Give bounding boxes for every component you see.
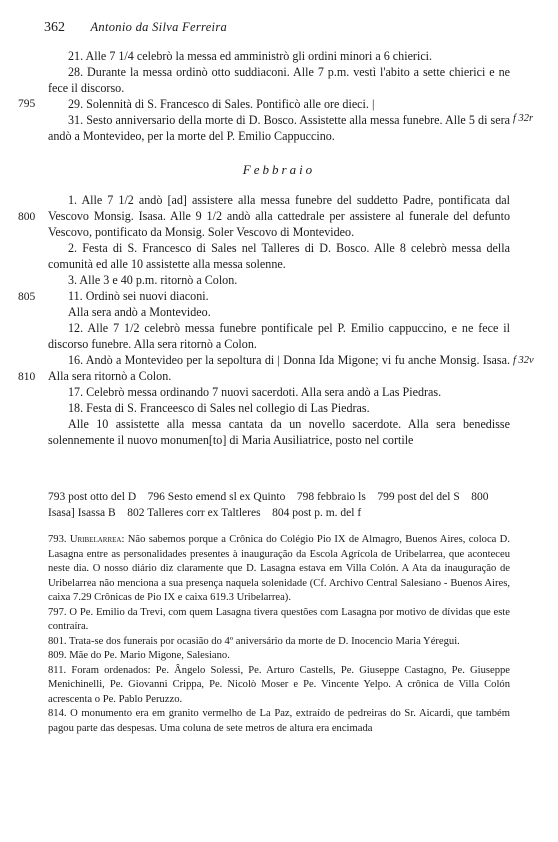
footnote-text: Trata-se dos funerais por ocasião do 4º aniversário da morte de D. Inocencio Maria Yéregui. <box>69 635 460 647</box>
footnote <box>48 649 510 664</box>
line-number: 800 <box>18 211 36 223</box>
footnote-label: 797. <box>48 606 67 618</box>
running-title: Antonio da Silva Ferreira <box>90 20 228 34</box>
page-number: 362 <box>44 20 65 35</box>
diary-entry: 28. Durante la messa ordinò otto suddiaconi. Alle 7 p.m. vestì l'abito a sette chierici e ne fece il discorso. <box>48 65 510 95</box>
footnote-label: 814. <box>48 708 67 719</box>
footnote-text: O monumento era em granito vermelho de La Paz, extraído de pedreiras do Sr. Aicardi, que também pagou parte das despesas. Uma coluna de sete metros de altura era encimada <box>48 708 510 734</box>
apparatus-item: 796 Sesto emend sl ex Quinto <box>147 491 286 503</box>
diary-entry: 17. Celebrò messa ordinando 7 nuovi sacerdoti. Alla sera andò a Las Piedras. <box>68 385 442 399</box>
diary-entry: 16. Andò a Montevideo per la sepoltura di | Donna Ida Migone; vi fu anche Monsig. Isasa. Alla sera ritornò a Colon. <box>48 353 510 383</box>
apparatus-item: 799 post del del S <box>377 491 460 503</box>
footnote-text: O Pe. Emilio da Trevi, com quem Lasagna tivera questões com Lasagna por motivo de dívidas que este contraíra. <box>48 606 511 632</box>
line-number: 795 <box>18 98 36 110</box>
line-number: 810 <box>18 371 36 383</box>
diary-entry: 21. Alle 7 1/4 celebrò la messa ed amministrò gli ordini minori a 6 chierici. <box>68 49 433 63</box>
footnote-label: 811. <box>48 664 67 676</box>
footnote <box>48 664 510 708</box>
main-text <box>48 48 510 448</box>
diary-entry: Alle 10 assistette alla messa cantata da un novello sacerdote. Alla sera benedisse solennemente il nuovo monumen[to] di Maria Ausiliatrice, posto nel cortile <box>48 417 510 447</box>
line-number: 805 <box>18 291 36 303</box>
apparatus-item: 793 post otto del D <box>48 491 137 503</box>
diary-entry: 18. Festa di S. Franceesco di Sales nel collegio di Las Piedras. <box>68 401 370 415</box>
diary-entry: 31. Sesto anniversario della morte di D. Bosco. Assistette alla messa funebre. Alle 5 di sera andò a Montevideo, per la morte del P. Emilio Cappuccino. <box>48 113 510 143</box>
diary-entry: 11. Ordinò sei nuovi diaconi. <box>68 289 209 303</box>
apparatus-item: 798 febbraio ls <box>296 491 366 503</box>
footnote-label: 801. <box>48 635 67 647</box>
footnote-text: Foram ordenados: Pe. Ângelo Solessi, Pe. Arturo Castells, Pe. Giuseppe Castagno, Pe. Giuseppe Menichinelli, Pe. Giovanni Crippa, Pe. Nicolò Moser e Pe. Vincente Yelpo. A crônica de Villa Colón acrescenta o Pe. Pablo Peruzzo. <box>48 664 510 705</box>
running-header <box>44 20 227 36</box>
footnote <box>48 606 510 635</box>
diary-entry: 1. Alle 7 1/2 andò [ad] assistere alla messa funebre del suddetto Padre, pontificata dal Vescovo Monsig. Isasa. Alle 9 1/2 andò alla cattedrale per assistere al funerale del defunto Vescovo, pontificato da Monsig. Soler Vescovo di Montevideo. <box>48 193 510 239</box>
footnote <box>48 635 510 650</box>
footnotes <box>48 533 510 736</box>
footnote-text: Mãe do Pe. Mario Migone, Salesiano. <box>69 650 230 661</box>
footnote-label: 809. <box>48 650 67 661</box>
footnote-label: 793. Uribelarrea: <box>48 534 125 545</box>
footnote-text: Não sabemos porque a Crônica do Colégio Pio IX de Almagro, Buenos Aires, coloca D. Lasagna entre as personalidades presentes à inauguração da Escola Agrícola de Uribelarrea, que aconteceu neste dia. O nosso diário diz claramente que D. Lasagna estava em Villa Colón. A Ata da inauguração de Uribelarrea não menciona a sua presença naquela solenidade (Cf. Archivo Central Salesiano - Buenos Aires, caixa 7.29 Crônicas de Pio IX e caixa 619.3 Uribelarrea). <box>48 534 510 603</box>
diary-entry: 3. Alle 3 e 40 p.m. ritornò a Colon. <box>68 273 238 287</box>
diary-entry: 2. Festa di S. Francesco di Sales nel Talleres di D. Bosco. Alle 8 celebrò messa della comunità ed alle 10 assistette alla messa solenne. <box>48 241 510 271</box>
section-title: Febbraio <box>242 162 316 177</box>
critical-apparatus <box>48 489 510 521</box>
folio-note: f 32v <box>513 355 534 366</box>
apparatus-item: 802 Talleres corr ex Taltleres <box>127 507 261 519</box>
footnote <box>48 707 510 736</box>
diary-entry: 12. Alle 7 1/2 celebrò messa funebre pontificale pel P. Emilio cappuccino, e ne fece il discorso funebre. Alla sera ritornò a Colon. <box>48 321 510 351</box>
folio-note: f 32r <box>513 113 534 124</box>
footnote <box>48 533 510 606</box>
apparatus-item: 800 Isasa] Isassa B <box>48 491 489 519</box>
apparatus-item: 804 post p. m. del f <box>272 507 362 519</box>
diary-entry: Alla sera andò a Montevideo. <box>68 305 211 319</box>
diary-entry: 29. Solennità di S. Francesco di Sales. Pontificò alle ore dieci. | <box>68 97 375 111</box>
